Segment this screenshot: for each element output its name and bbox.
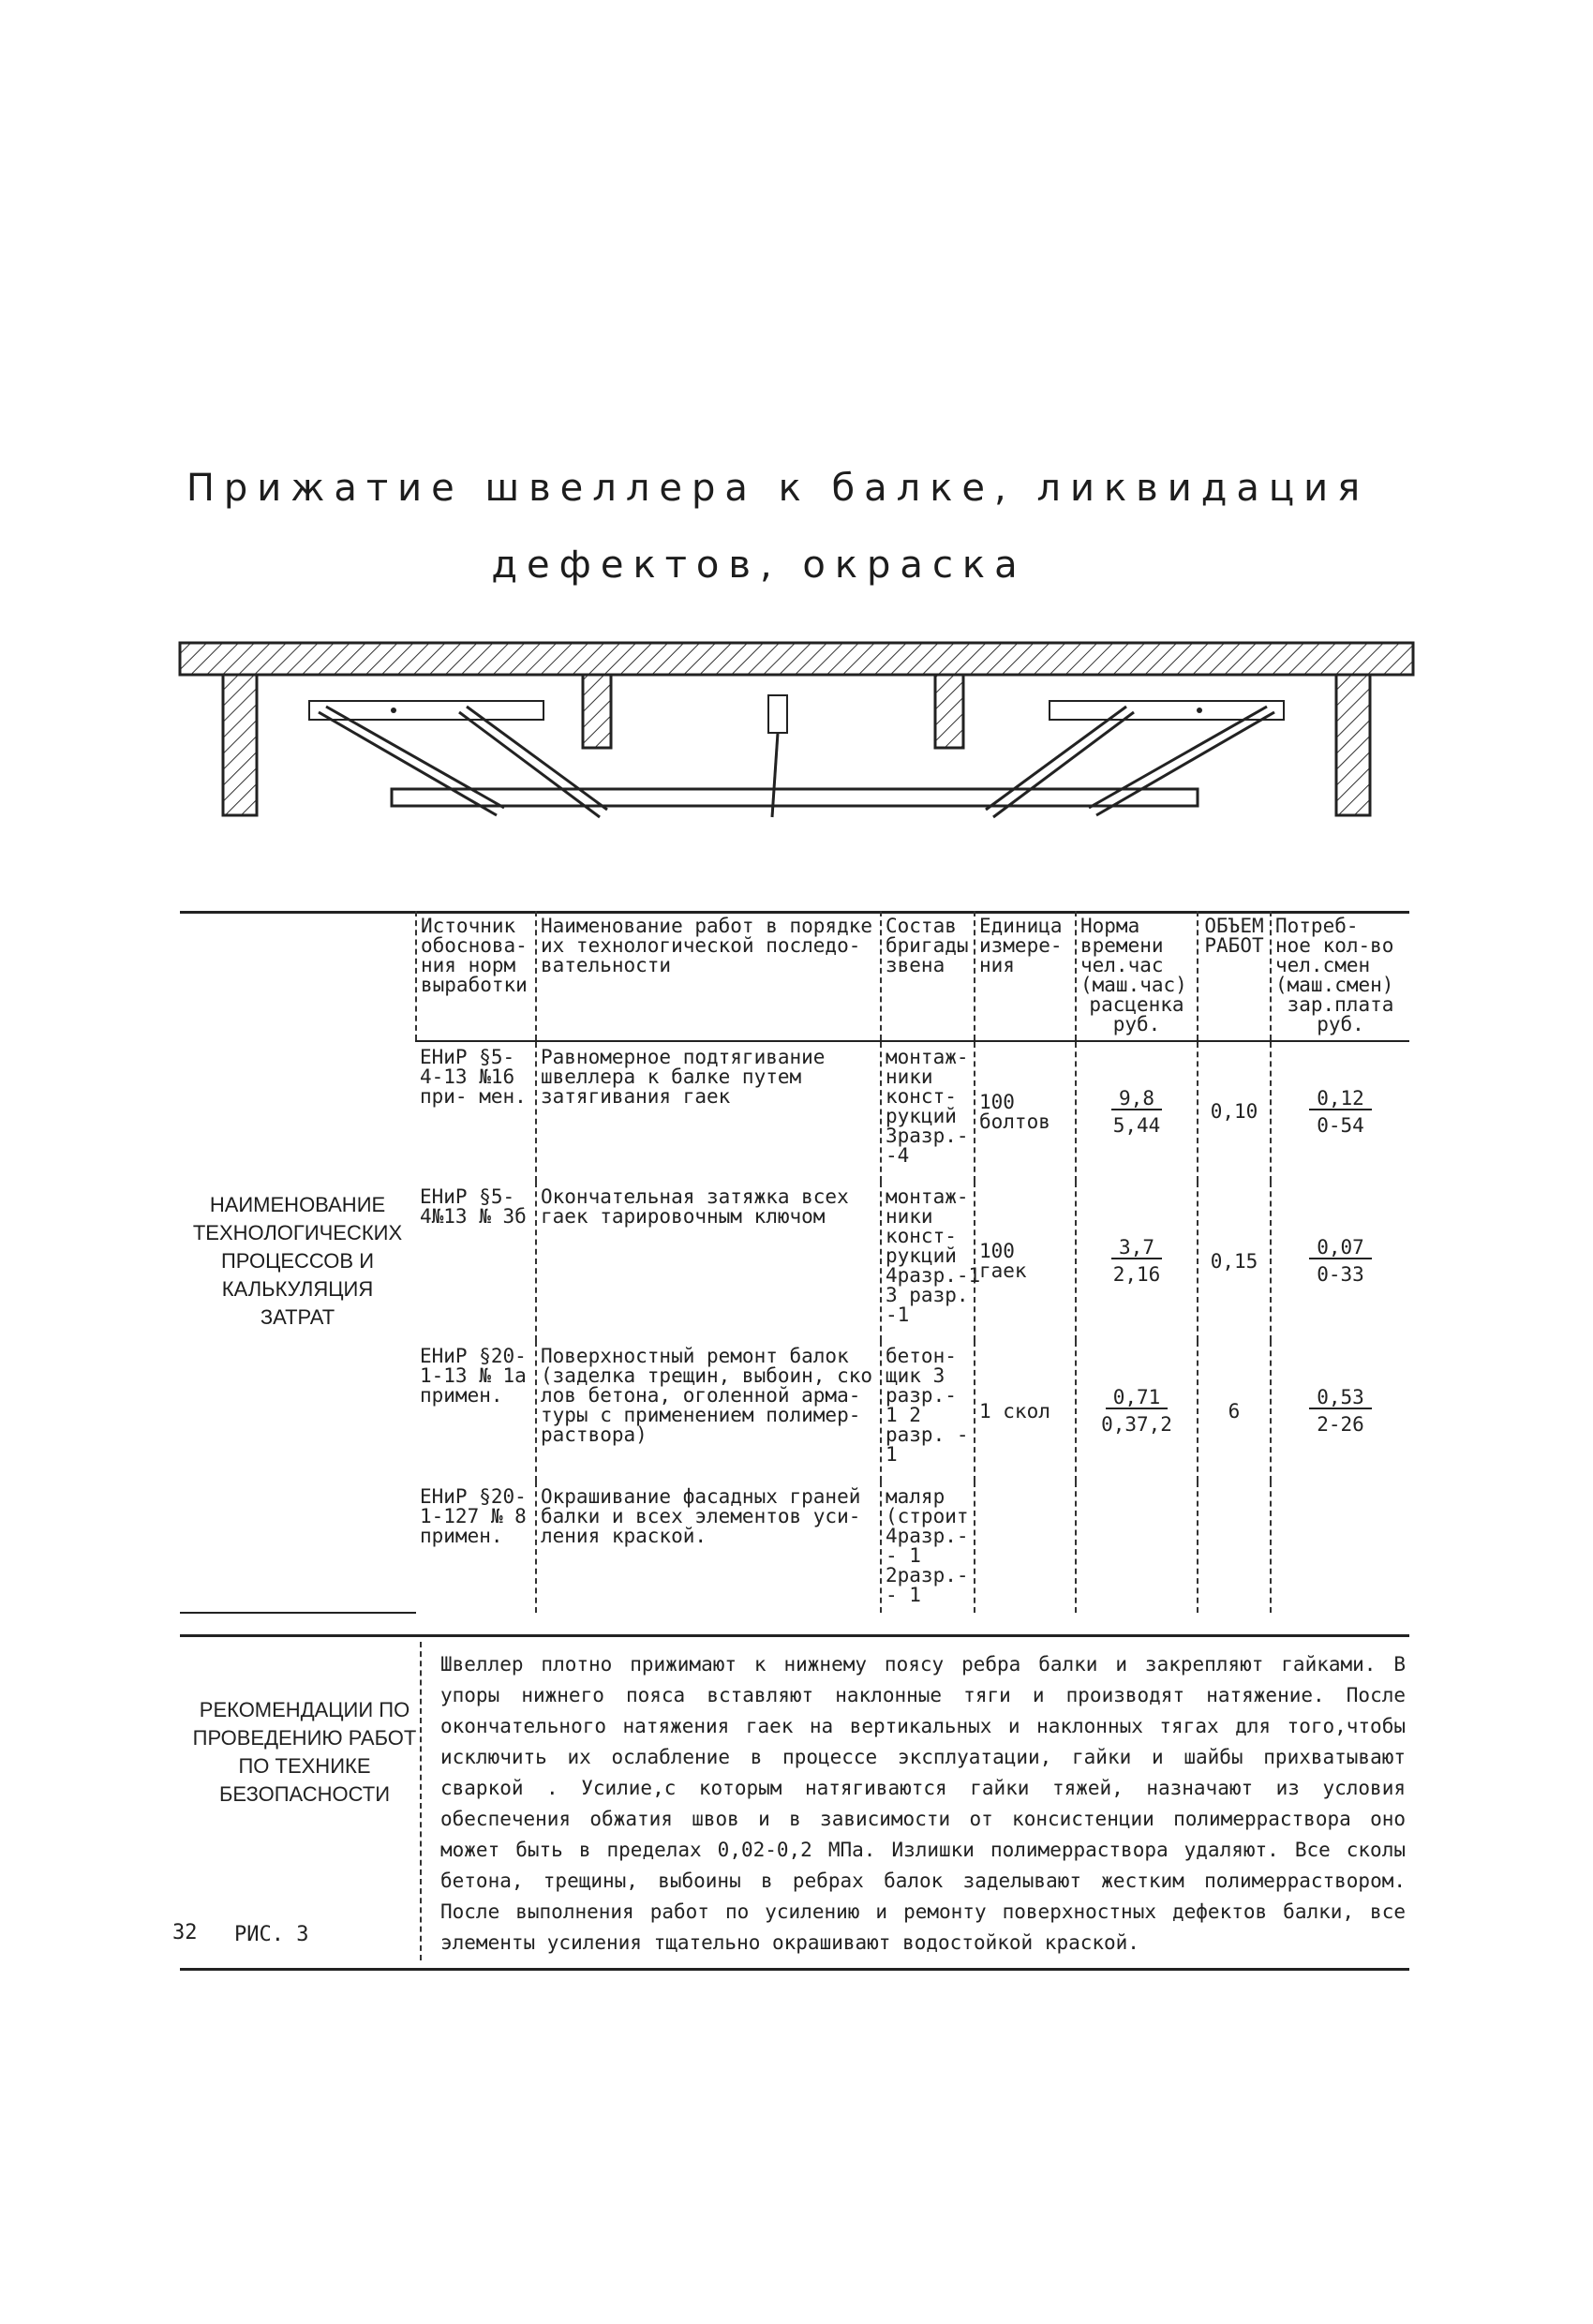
header-norm-rate: расценка руб. bbox=[1089, 993, 1184, 1035]
recommendations-text: Швеллер плотно прижимают к нижнему поясу ребра балки и закрепляют гайками. В упоры нижнего пояса вставляют наклонные тяги и производят натяжение. После окончательного натяжения гаек на вертикальных и наклонных тягах для того,чтобы исключить их ослабление в процессе эксплуатации, гайки и шайбы прихватывают сваркой . Усилие,с которым натягиваются гайки тяжей, назначают из условия обеспечения обжатия швов и в зависимости от консистенции полимерраствора оно может быть в пределах 0,02-0,2 МПа. Излишки полимерраствора удаляют. Все сколы бетона, трещины, выбоины в ребрах балок заделывают жестким полимерраствором. После выполнения работ по усилению и ремонту поверхностных дефектов балки, все элементы усиления тщательно окрашивают водостойкой краской. bbox=[440, 1653, 1406, 1954]
row-source: ЕНиР §20-1-127 № 8 примен. bbox=[420, 1485, 527, 1547]
rib-right bbox=[935, 675, 963, 748]
row-work: Окрашивание фасадных граней балки и всех элементов уси- ления краской. bbox=[536, 1482, 881, 1613]
row-norm-value: 3,7 bbox=[1111, 1238, 1162, 1259]
row-norm-value: 9,8 bbox=[1111, 1089, 1162, 1110]
row-norm-value: 0,71 bbox=[1106, 1388, 1169, 1409]
figure-label: РИС. 3 bbox=[234, 1923, 309, 1946]
row-rate-value: 0,37,2 bbox=[1101, 1413, 1172, 1436]
row-crew: монтаж- ники конст- рукций 4разр.-1 3 разр. -1 bbox=[881, 1182, 975, 1341]
section-rule bbox=[180, 1634, 1409, 1637]
row-need bbox=[1271, 1482, 1409, 1613]
slab bbox=[180, 643, 1413, 675]
header-work: Наименование работ в порядке их технологической последо- вательности bbox=[536, 911, 881, 1041]
page-title: Прижатие швеллера к балке, ликвидация bbox=[186, 467, 1370, 510]
row-unit: 1 скол bbox=[975, 1341, 1076, 1482]
row-need bbox=[1271, 1182, 1409, 1341]
row-source: ЕНиР §5-4-13 №16 при- мен. bbox=[420, 1046, 527, 1108]
row-norm bbox=[1076, 1041, 1198, 1182]
row-volume: 6 bbox=[1198, 1341, 1271, 1482]
row-work: Равномерное подтягивание швеллера к балке путем затягивания гаек bbox=[536, 1041, 881, 1182]
row-rate-value: 2,16 bbox=[1112, 1263, 1161, 1286]
row-work: Поверхностный ремонт балок (заделка трещин, выбоин, ско лов бетона, оголенной арма- туры с применением полимер- раствора) bbox=[536, 1341, 881, 1482]
row-unit bbox=[975, 1482, 1076, 1613]
row-pay-value: 0-33 bbox=[1317, 1263, 1364, 1286]
right-wall bbox=[1336, 675, 1370, 815]
header-need bbox=[1271, 911, 1409, 1041]
row-volume: 0,10 bbox=[1198, 1041, 1271, 1182]
header-norm-time: Норма времени чел.час (маш.час) bbox=[1080, 915, 1187, 996]
bottom-rule bbox=[180, 1968, 1409, 1971]
beam-drawing bbox=[178, 639, 1415, 864]
header-need-shifts: Потреб- ное кол-во чел.смен (маш.смен) bbox=[1275, 915, 1394, 996]
row-crew: монтаж- ники конст- рукций 3разр.- -4 bbox=[881, 1041, 975, 1182]
row-work: Окончательная затяжка всех гаек тарировочным ключом bbox=[536, 1182, 881, 1341]
row-need-value: 0,12 bbox=[1309, 1089, 1372, 1110]
row-label: НАИМЕНОВАНИЕ ТЕХНОЛОГИЧЕСКИХ ПРОЦЕССОВ И КАЛЬКУЛЯЦИЯ ЗАТРАТ bbox=[180, 911, 416, 1613]
channel bbox=[392, 789, 1198, 806]
row-crew: маляр (строит 4разр.- - 1 2разр.- - 1 bbox=[881, 1482, 975, 1613]
header-crew: Состав бригады звена bbox=[881, 911, 975, 1041]
row-source: ЕНиР §5-4№13 № 3б bbox=[420, 1185, 527, 1228]
recommendations-separator bbox=[420, 1642, 422, 1960]
page-subtitle: дефектов, окраска bbox=[491, 544, 1027, 587]
row-crew: бетон- щик 3 разр.- 1 2 разр. - 1 bbox=[881, 1341, 975, 1482]
row-norm bbox=[1076, 1482, 1198, 1613]
row-need-value: 0,07 bbox=[1309, 1238, 1372, 1259]
row-norm bbox=[1076, 1341, 1198, 1482]
calculation-table bbox=[180, 911, 1409, 1614]
header-unit: Единица измере- ния bbox=[975, 911, 1076, 1041]
row-volume bbox=[1198, 1482, 1271, 1613]
recommendations-label: РЕКОМЕНДАЦИИ ПО ПРОВЕДЕНИЮ РАБОТ ПО ТЕХНИКЕ БЕЗОПАСНОСТИ bbox=[192, 1698, 417, 1806]
header-volume: ОБЪЕМ РАБОТ bbox=[1198, 911, 1271, 1041]
row-pay-value: 0-54 bbox=[1317, 1113, 1364, 1137]
row-unit: 100 болтов bbox=[975, 1041, 1076, 1182]
left-wall bbox=[223, 675, 257, 815]
header-need-pay: зар.плата руб. bbox=[1287, 993, 1394, 1035]
page-number: 32 bbox=[172, 1921, 198, 1944]
header-norm bbox=[1076, 911, 1198, 1041]
center-hanger bbox=[768, 695, 787, 733]
row-source: ЕНиР §20-1-13 № 1а примен. bbox=[420, 1345, 527, 1407]
row-pay-value: 2-26 bbox=[1317, 1413, 1364, 1436]
row-rate-value: 5,44 bbox=[1112, 1113, 1161, 1137]
header-source: Источник обоснова- ния норм выработки bbox=[416, 911, 536, 1041]
row-unit: 100 гаек bbox=[975, 1182, 1076, 1341]
rib-left bbox=[583, 675, 611, 748]
row-need-value: 0,53 bbox=[1309, 1388, 1372, 1409]
row-volume: 0,15 bbox=[1198, 1182, 1271, 1341]
table-header-row bbox=[180, 911, 1409, 1041]
row-norm bbox=[1076, 1182, 1198, 1341]
row-need bbox=[1271, 1041, 1409, 1182]
row-need bbox=[1271, 1341, 1409, 1482]
